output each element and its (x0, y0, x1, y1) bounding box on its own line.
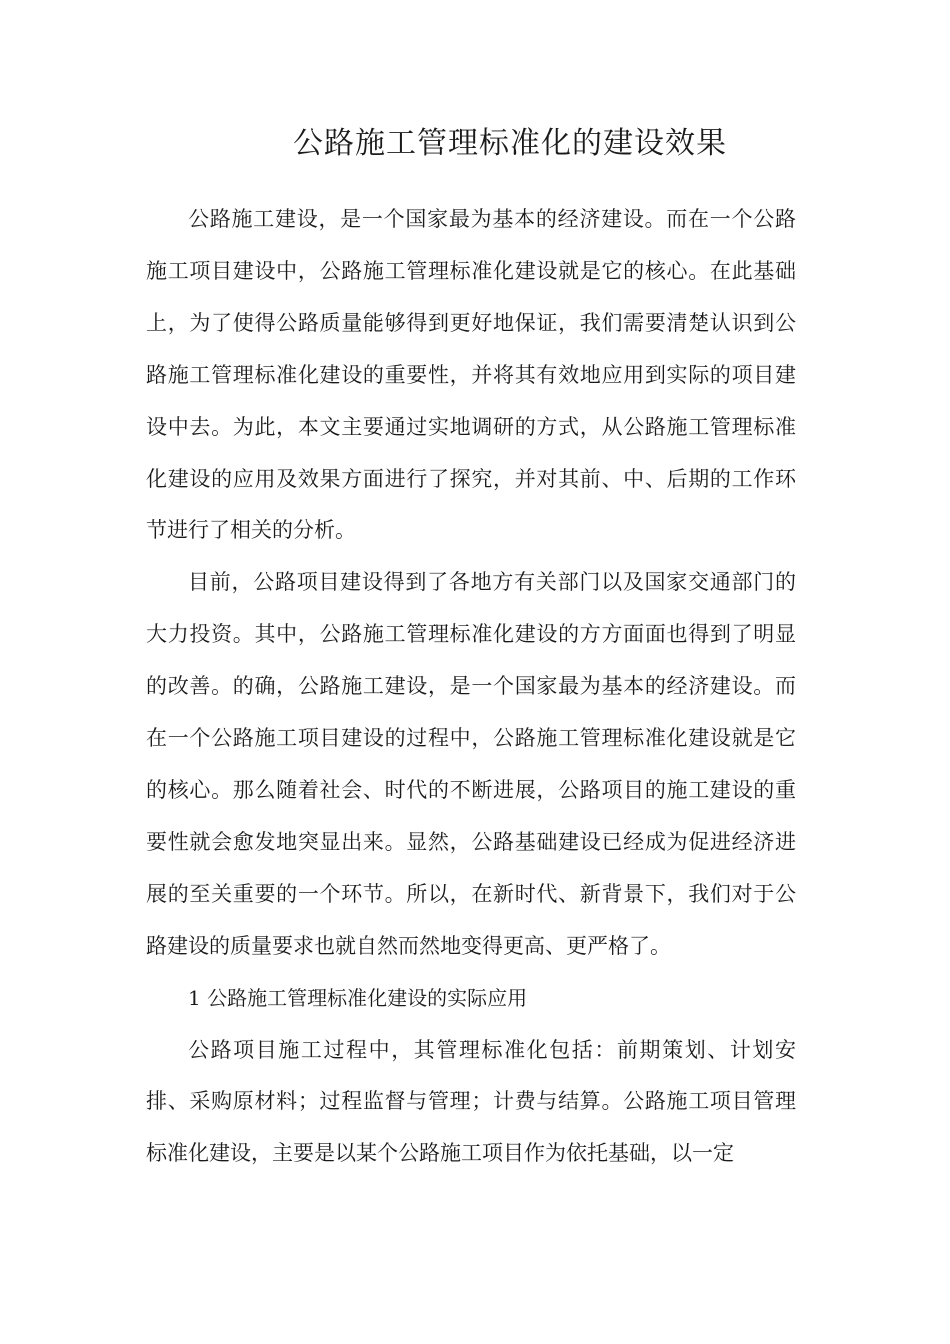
document-title: 公路施工管理标准化的建设效果 (293, 126, 727, 161)
document-body (146, 194, 796, 1180)
paragraph-intro: 公路施工建设，是一个国家最为基本的经济建设。而在一个公路施工项目建设中，公路施工管理标准化建设就是它的核心。在此基础上，为了使得公路质量能够得到更好地保证，我们需要清楚认识到公路施工管理标准化建设的重要性，并将其有效地应用到实际的项目建设中去。为此，本文主要通过实地调研的方式，从公路施工管理标准化建设的应用及效果方面进行了探究，并对其前、中、后期的工作环节进行了相关的分析。 (146, 207, 796, 543)
section-heading: 1 公路施工管理标准化建设的实际应用 (188, 985, 528, 1010)
paragraph-section-1: 公路项目施工过程中，其管理标准化包括：前期策划、计划安排、采购原材料；过程监督与管理；计费与结算。公路施工项目管理标准化建设，主要是以某个公路施工项目作为依托基础，以一定 (146, 1037, 796, 1166)
paragraph-background: 目前，公路项目建设得到了各地方有关部门以及国家交通部门的大力投资。其中，公路施工管理标准化建设的方方面面也得到了明显的改善。的确，公路施工建设，是一个国家最为基本的经济建设。而在一个公路施工项目建设的过程中，公路施工管理标准化建设就是它的核心。那么随着社会、时代的不断进展，公路项目的施工建设的重要性就会愈发地突显出来。显然，公路基础建设已经成为促进经济进展的至关重要的一个环节。所以，在新时代、新背景下，我们对于公路建设的质量要求也就自然而然地变得更高、更严格了。 (146, 570, 796, 958)
